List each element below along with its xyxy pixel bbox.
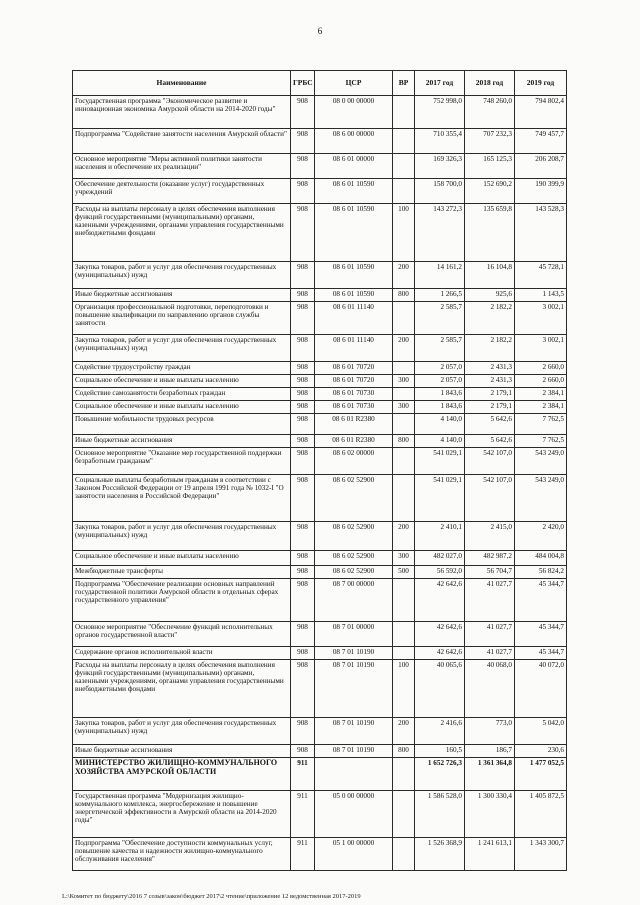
cell-grbs: 908 bbox=[291, 551, 315, 566]
table-row bbox=[73, 758, 567, 791]
cell-grbs: 908 bbox=[291, 414, 315, 435]
cell-name: Расходы на выплаты персоналу в целях обеспечения выполнения функций государственными (муниципальными) органами, казенными учреждениями, органами управления государственными внебюджетными фондами bbox=[73, 660, 291, 718]
cell-csr: 08 6 01 11140 bbox=[315, 335, 393, 362]
cell-2017: 56 592,0 bbox=[415, 566, 465, 579]
cell-csr: 08 6 02 52900 bbox=[315, 475, 393, 522]
cell-name: МИНИСТЕРСТВО ЖИЛИЩНО-КОММУНАЛЬНОГО ХОЗЯЙСТВА АМУРСКОЙ ОБЛАСТИ bbox=[73, 758, 291, 791]
table-row bbox=[73, 302, 567, 335]
cell-2019: 45 344,7 bbox=[515, 579, 567, 622]
cell-vr bbox=[393, 758, 415, 791]
cell-grbs: 908 bbox=[291, 579, 315, 622]
cell-2019: 45 728,1 bbox=[515, 262, 567, 289]
cell-2018: 2 179,1 bbox=[465, 388, 515, 401]
cell-2018: 165 125,3 bbox=[465, 154, 515, 179]
cell-name: Закупка товаров, работ и услуг для обеспечения государственных (муниципальных) нужд bbox=[73, 262, 291, 289]
table-row bbox=[73, 388, 567, 401]
cell-vr bbox=[393, 129, 415, 154]
cell-csr: 08 6 02 52900 bbox=[315, 551, 393, 566]
page-number: 6 bbox=[317, 26, 323, 36]
cell-vr bbox=[393, 96, 415, 129]
cell-2019: 230,6 bbox=[515, 745, 567, 758]
cell-2018: 2 179,1 bbox=[465, 401, 515, 414]
cell-2018: 925,6 bbox=[465, 289, 515, 302]
cell-name: Содействие самозанятости безработных граждан bbox=[73, 388, 291, 401]
cell-2019: 190 399,9 bbox=[515, 179, 567, 204]
cell-2018: 16 104,8 bbox=[465, 262, 515, 289]
cell-2017: 169 326,3 bbox=[415, 154, 465, 179]
cell-name: Подпрограмма "Содействие занятости населения Амурской области" bbox=[73, 129, 291, 154]
cell-2018: 1 241 613,1 bbox=[465, 838, 515, 871]
cell-2019: 143 528,3 bbox=[515, 204, 567, 262]
cell-2017: 4 140,0 bbox=[415, 414, 465, 435]
cell-csr: 08 7 01 10190 bbox=[315, 718, 393, 745]
cell-2018: 5 642,6 bbox=[465, 435, 515, 448]
table-row bbox=[73, 375, 567, 388]
cell-csr: 08 6 00 00000 bbox=[315, 129, 393, 154]
cell-vr: 100 bbox=[393, 660, 415, 718]
cell-vr bbox=[393, 388, 415, 401]
header-name: Наименование bbox=[73, 71, 291, 96]
cell-2017: 1 843,6 bbox=[415, 401, 465, 414]
cell-grbs: 908 bbox=[291, 335, 315, 362]
cell-grbs: 908 bbox=[291, 660, 315, 718]
cell-csr: 08 7 01 00000 bbox=[315, 622, 393, 647]
cell-vr bbox=[393, 414, 415, 435]
cell-grbs: 908 bbox=[291, 647, 315, 660]
cell-2017: 482 027,0 bbox=[415, 551, 465, 566]
cell-2018: 542 107,0 bbox=[465, 448, 515, 475]
table-row bbox=[73, 647, 567, 660]
cell-grbs: 908 bbox=[291, 96, 315, 129]
cell-2019: 7 762,5 bbox=[515, 435, 567, 448]
cell-2017: 2 057,0 bbox=[415, 375, 465, 388]
cell-csr: 08 6 02 52900 bbox=[315, 566, 393, 579]
cell-vr: 100 bbox=[393, 204, 415, 262]
cell-name: Подпрограмма "Обеспечение реализации основных направлений государственной политики Амурской области в отдельных сферах государственного управления" bbox=[73, 579, 291, 622]
cell-2019: 749 457,7 bbox=[515, 129, 567, 154]
header-vr: ВР bbox=[393, 71, 415, 96]
cell-2017: 4 140,0 bbox=[415, 435, 465, 448]
cell-2019: 40 072,0 bbox=[515, 660, 567, 718]
cell-2018: 482 987,2 bbox=[465, 551, 515, 566]
cell-2018: 2 182,2 bbox=[465, 335, 515, 362]
cell-2019: 1 143,5 bbox=[515, 289, 567, 302]
cell-grbs: 908 bbox=[291, 302, 315, 335]
cell-name: Социальное обеспечение и иные выплаты населению bbox=[73, 401, 291, 414]
table-row bbox=[73, 622, 567, 647]
cell-2018: 2 415,0 bbox=[465, 522, 515, 551]
table-row bbox=[73, 362, 567, 375]
cell-grbs: 908 bbox=[291, 204, 315, 262]
cell-grbs: 911 bbox=[291, 838, 315, 871]
cell-grbs: 911 bbox=[291, 758, 315, 791]
cell-csr: 08 6 01 70730 bbox=[315, 388, 393, 401]
cell-vr: 800 bbox=[393, 289, 415, 302]
cell-2017: 2 410,1 bbox=[415, 522, 465, 551]
cell-csr: 08 7 01 10190 bbox=[315, 745, 393, 758]
cell-2019: 543 249,0 bbox=[515, 448, 567, 475]
cell-name: Иные бюджетные ассигнования bbox=[73, 289, 291, 302]
cell-name: Социальное обеспечение и иные выплаты населению bbox=[73, 375, 291, 388]
cell-2017: 158 700,0 bbox=[415, 179, 465, 204]
cell-2019: 2 384,1 bbox=[515, 388, 567, 401]
cell-vr: 300 bbox=[393, 401, 415, 414]
table-row bbox=[73, 566, 567, 579]
table-row bbox=[73, 414, 567, 435]
cell-2017: 752 998,0 bbox=[415, 96, 465, 129]
cell-2019: 206 208,7 bbox=[515, 154, 567, 179]
cell-2017: 143 272,3 bbox=[415, 204, 465, 262]
budget-table bbox=[72, 70, 567, 871]
cell-2017: 1 266,5 bbox=[415, 289, 465, 302]
cell-csr: 08 6 01 10590 bbox=[315, 179, 393, 204]
table-row bbox=[73, 335, 567, 362]
cell-2019: 45 344,7 bbox=[515, 622, 567, 647]
table-row bbox=[73, 129, 567, 154]
cell-2017: 40 065,6 bbox=[415, 660, 465, 718]
table-row bbox=[73, 401, 567, 414]
cell-name: Иные бюджетные ассигнования bbox=[73, 435, 291, 448]
table-row bbox=[73, 448, 567, 475]
cell-csr: 05 0 00 00000 bbox=[315, 791, 393, 838]
header-2018: 2018 год bbox=[465, 71, 515, 96]
cell-name: Основное мероприятие "Обеспечение функций исполнительных органов государственной власти" bbox=[73, 622, 291, 647]
table-row bbox=[73, 838, 567, 871]
cell-name: Расходы на выплаты персоналу в целях обеспечения выполнения функций государственными (муниципальными) органами, казенными учреждениями, органами управления государственными внебюджетными фондами bbox=[73, 204, 291, 262]
cell-2018: 773,0 bbox=[465, 718, 515, 745]
cell-csr: 08 7 01 10190 bbox=[315, 660, 393, 718]
cell-2019: 2 420,0 bbox=[515, 522, 567, 551]
cell-2017: 1 652 726,3 bbox=[415, 758, 465, 791]
cell-grbs: 908 bbox=[291, 745, 315, 758]
cell-grbs: 908 bbox=[291, 154, 315, 179]
cell-2018: 1 300 330,4 bbox=[465, 791, 515, 838]
cell-2018: 41 027,7 bbox=[465, 579, 515, 622]
header-2019: 2019 год bbox=[515, 71, 567, 96]
cell-csr: 08 6 01 70730 bbox=[315, 401, 393, 414]
cell-grbs: 908 bbox=[291, 179, 315, 204]
cell-2018: 707 232,3 bbox=[465, 129, 515, 154]
cell-vr bbox=[393, 791, 415, 838]
cell-name: Государственная программа "Экономическое развитие и инновационная экономика Амурской области на 2014-2020 годы" bbox=[73, 96, 291, 129]
cell-name: Организация профессиональной подготовки, переподготовки и повышение квалификации по направлению органов службы занятости bbox=[73, 302, 291, 335]
cell-2017: 42 642,6 bbox=[415, 579, 465, 622]
header-grbs: ГРБС bbox=[291, 71, 315, 96]
cell-2019: 3 002,1 bbox=[515, 335, 567, 362]
cell-2017: 541 029,1 bbox=[415, 475, 465, 522]
cell-2018: 41 027,7 bbox=[465, 647, 515, 660]
cell-name: Межбюджетные трансферты bbox=[73, 566, 291, 579]
cell-name: Государственная программа "Модернизация жилищно-коммунального комплекса, энергосбережение и повышение энергетической эффективности в Амурской области на 2014-2020 годы" bbox=[73, 791, 291, 838]
table-row bbox=[73, 262, 567, 289]
table-row bbox=[73, 718, 567, 745]
cell-grbs: 908 bbox=[291, 401, 315, 414]
cell-csr: 05 1 00 00000 bbox=[315, 838, 393, 871]
cell-grbs: 908 bbox=[291, 622, 315, 647]
cell-2018: 1 361 364,8 bbox=[465, 758, 515, 791]
cell-vr bbox=[393, 362, 415, 375]
cell-2017: 541 029,1 bbox=[415, 448, 465, 475]
cell-name: Закупка товаров, работ и услуг для обеспечения государственных (муниципальных) нужд bbox=[73, 335, 291, 362]
cell-2017: 2 057,0 bbox=[415, 362, 465, 375]
cell-csr: 08 6 02 52900 bbox=[315, 522, 393, 551]
cell-name: Подпрограмма "Обеспечение доступности коммунальных услуг, повышение качества и надежности жилищно-коммунального обслуживания населения" bbox=[73, 838, 291, 871]
cell-csr bbox=[315, 758, 393, 791]
cell-csr: 08 7 00 00000 bbox=[315, 579, 393, 622]
table-body bbox=[73, 96, 567, 871]
cell-name: Социальные выплаты безработным гражданам в соответствии с Законом Российской Федерации от 19 апреля 1991 года № 1032-I "О занятости населения в Российской Федерации" bbox=[73, 475, 291, 522]
cell-csr: 08 6 01 R2380 bbox=[315, 435, 393, 448]
cell-vr: 300 bbox=[393, 375, 415, 388]
cell-2017: 2 585,7 bbox=[415, 335, 465, 362]
cell-csr: 08 6 01 11140 bbox=[315, 302, 393, 335]
table-row bbox=[73, 745, 567, 758]
cell-2019: 543 249,0 bbox=[515, 475, 567, 522]
table-row bbox=[73, 660, 567, 718]
cell-2019: 2 660,0 bbox=[515, 375, 567, 388]
cell-vr bbox=[393, 579, 415, 622]
cell-vr: 200 bbox=[393, 522, 415, 551]
cell-2017: 2 585,7 bbox=[415, 302, 465, 335]
cell-csr: 08 6 01 R2380 bbox=[315, 414, 393, 435]
cell-csr: 08 6 01 10590 bbox=[315, 262, 393, 289]
table-row bbox=[73, 204, 567, 262]
cell-2017: 160,5 bbox=[415, 745, 465, 758]
cell-2018: 40 068,0 bbox=[465, 660, 515, 718]
cell-2018: 135 659,8 bbox=[465, 204, 515, 262]
cell-vr bbox=[393, 302, 415, 335]
cell-2019: 2 660,0 bbox=[515, 362, 567, 375]
cell-grbs: 908 bbox=[291, 375, 315, 388]
table-row bbox=[73, 522, 567, 551]
cell-grbs: 908 bbox=[291, 566, 315, 579]
cell-grbs: 908 bbox=[291, 718, 315, 745]
cell-2019: 794 802,4 bbox=[515, 96, 567, 129]
cell-grbs: 908 bbox=[291, 522, 315, 551]
cell-csr: 08 6 01 10590 bbox=[315, 289, 393, 302]
cell-vr: 800 bbox=[393, 435, 415, 448]
cell-2019: 56 824,2 bbox=[515, 566, 567, 579]
cell-vr bbox=[393, 475, 415, 522]
cell-2017: 14 161,2 bbox=[415, 262, 465, 289]
cell-2018: 41 027,7 bbox=[465, 622, 515, 647]
cell-grbs: 908 bbox=[291, 435, 315, 448]
cell-vr bbox=[393, 179, 415, 204]
cell-2019: 7 762,5 bbox=[515, 414, 567, 435]
cell-grbs: 911 bbox=[291, 791, 315, 838]
cell-2017: 42 642,6 bbox=[415, 622, 465, 647]
cell-vr bbox=[393, 838, 415, 871]
table-header-row bbox=[73, 71, 567, 96]
file-path-footer: L:\Комитет по бюджету\2016 7 созыв\закон\бюджет 2017\2 чтение\приложение 12 ведомственная 2017-2019 bbox=[62, 893, 361, 900]
cell-grbs: 908 bbox=[291, 448, 315, 475]
table-row bbox=[73, 475, 567, 522]
cell-grbs: 908 bbox=[291, 262, 315, 289]
table-row bbox=[73, 551, 567, 566]
cell-vr bbox=[393, 647, 415, 660]
cell-2017: 1 843,6 bbox=[415, 388, 465, 401]
cell-2019: 5 042,0 bbox=[515, 718, 567, 745]
cell-2019: 1 343 300,7 bbox=[515, 838, 567, 871]
cell-csr: 08 6 01 00000 bbox=[315, 154, 393, 179]
cell-2017: 710 355,4 bbox=[415, 129, 465, 154]
cell-vr: 300 bbox=[393, 551, 415, 566]
cell-grbs: 908 bbox=[291, 129, 315, 154]
header-2017: 2017 год bbox=[415, 71, 465, 96]
cell-2018: 5 642,6 bbox=[465, 414, 515, 435]
cell-2017: 2 416,6 bbox=[415, 718, 465, 745]
cell-vr: 200 bbox=[393, 335, 415, 362]
cell-2017: 42 642,6 bbox=[415, 647, 465, 660]
cell-grbs: 908 bbox=[291, 475, 315, 522]
cell-2017: 1 526 368,9 bbox=[415, 838, 465, 871]
cell-csr: 08 6 01 70720 bbox=[315, 362, 393, 375]
cell-2018: 748 260,0 bbox=[465, 96, 515, 129]
cell-vr: 800 bbox=[393, 745, 415, 758]
cell-name: Закупка товаров, работ и услуг для обеспечения государственных (муниципальных) нужд bbox=[73, 718, 291, 745]
cell-name: Закупка товаров, работ и услуг для обеспечения государственных (муниципальных) нужд bbox=[73, 522, 291, 551]
cell-vr: 500 bbox=[393, 566, 415, 579]
table-row bbox=[73, 289, 567, 302]
cell-2019: 2 384,1 bbox=[515, 401, 567, 414]
cell-vr: 200 bbox=[393, 718, 415, 745]
cell-vr: 200 bbox=[393, 262, 415, 289]
cell-2019: 1 405 872,5 bbox=[515, 791, 567, 838]
cell-2018: 56 704,7 bbox=[465, 566, 515, 579]
cell-name: Содержание органов исполнительной власти bbox=[73, 647, 291, 660]
cell-2019: 484 004,8 bbox=[515, 551, 567, 566]
header-csr: ЦСР bbox=[315, 71, 393, 96]
cell-csr: 08 6 02 00000 bbox=[315, 448, 393, 475]
cell-vr bbox=[393, 154, 415, 179]
table-row bbox=[73, 435, 567, 448]
cell-2018: 186,7 bbox=[465, 745, 515, 758]
cell-name: Основное мероприятие "Меры активной политики занятости населения и обеспечение их реализации" bbox=[73, 154, 291, 179]
cell-name: Обеспечение деятельности (оказание услуг) государственных учреждений bbox=[73, 179, 291, 204]
cell-grbs: 908 bbox=[291, 289, 315, 302]
cell-2017: 1 586 528,0 bbox=[415, 791, 465, 838]
cell-2018: 2 182,2 bbox=[465, 302, 515, 335]
table-row bbox=[73, 154, 567, 179]
cell-2019: 1 477 052,5 bbox=[515, 758, 567, 791]
table-row bbox=[73, 179, 567, 204]
cell-csr: 08 0 00 00000 bbox=[315, 96, 393, 129]
cell-grbs: 908 bbox=[291, 362, 315, 375]
cell-name: Иные бюджетные ассигнования bbox=[73, 745, 291, 758]
cell-vr bbox=[393, 622, 415, 647]
cell-2018: 152 690,2 bbox=[465, 179, 515, 204]
cell-csr: 08 6 01 10590 bbox=[315, 204, 393, 262]
cell-name: Социальное обеспечение и иные выплаты населению bbox=[73, 551, 291, 566]
table-row bbox=[73, 579, 567, 622]
table-row bbox=[73, 96, 567, 129]
cell-csr: 08 6 01 70720 bbox=[315, 375, 393, 388]
cell-grbs: 908 bbox=[291, 388, 315, 401]
cell-vr bbox=[393, 448, 415, 475]
cell-name: Повышение мобильности трудовых ресурсов bbox=[73, 414, 291, 435]
cell-name: Содействие трудоустройству граждан bbox=[73, 362, 291, 375]
cell-2019: 3 002,1 bbox=[515, 302, 567, 335]
cell-2018: 2 431,3 bbox=[465, 362, 515, 375]
cell-2018: 2 431,3 bbox=[465, 375, 515, 388]
cell-2018: 542 107,0 bbox=[465, 475, 515, 522]
cell-csr: 08 7 01 10190 bbox=[315, 647, 393, 660]
cell-name: Основное мероприятие "Оказание мер государственной поддержки безработным гражданам" bbox=[73, 448, 291, 475]
table-row bbox=[73, 791, 567, 838]
cell-2019: 45 344,7 bbox=[515, 647, 567, 660]
